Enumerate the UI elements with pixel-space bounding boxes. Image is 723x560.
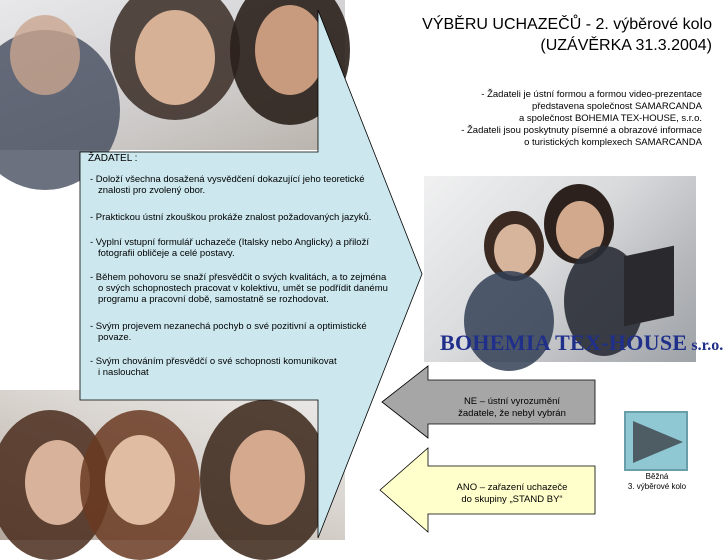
applicant-item-line: o svých schopnostech pracovat v kolektivu, umět se podřídit danému xyxy=(98,283,388,294)
applicant-item-line: znalosti pro zvolený obor. xyxy=(98,185,206,196)
applicant-item-line: - Doloží všechna dosažená vysvědčení dokazující jeho teoretické xyxy=(90,174,365,185)
next-round-label[interactable] xyxy=(615,472,699,492)
page-title-line1: VÝBĚRU UCHAZEČŮ - 2. výběrové kolo xyxy=(422,16,712,33)
applicant-item-line: - Praktickou ústní zkouškou prokáže znalost požadovaných jazyků. xyxy=(90,212,372,223)
applicant-item-line: - Svým chováním přesvědčí o své schopnosti komunikovat xyxy=(90,356,337,367)
applicant-item xyxy=(90,212,420,223)
applicant-item-line: programu a pracovní době, samostatně se rozhodovat. xyxy=(98,294,329,305)
info-line: - Žadateli je ústní formou a formou video-prezentace xyxy=(481,89,702,100)
applicant-item xyxy=(90,272,420,305)
result-yes-line2: do skupiny „STAND BY“ xyxy=(461,494,563,505)
applicant-item-line: - Během pohovoru se snaží přesvědčit o svých kvalitách, a to zejména xyxy=(90,272,387,283)
next-round-label-line2: 3. výběrové kolo xyxy=(627,482,687,491)
result-no-line2: žadatele, že nebyl vybrán xyxy=(458,408,566,419)
applicant-item-line: fotografii obličeje a celé postavy. xyxy=(98,248,235,259)
applicant-item xyxy=(90,356,420,378)
applicant-item xyxy=(90,321,420,343)
logo-name: BOHEMIA TEX-HOUSE xyxy=(440,330,688,355)
page-title-line2: (UZÁVĚRKA 31.3.2004) xyxy=(540,37,712,54)
next-round-label-line1: Běžná xyxy=(645,472,669,481)
applicant-item-line: i naslouchat xyxy=(98,367,149,378)
logo-suffix: s.r.o. xyxy=(691,337,723,354)
info-line: a společnost BOHEMIA TEX-HOUSE, s.r.o. xyxy=(518,113,702,124)
applicant-heading: ŽADATEL : xyxy=(88,153,138,164)
info-line: o turistických komplexech SAMARCANDA xyxy=(524,137,702,148)
result-no-line1: NE – ústní vyrozumění xyxy=(463,396,561,407)
applicant-item-line: - Vyplní vstupní formulář uchazeče (Italsky nebo Anglicky) a přiloží xyxy=(90,237,369,248)
result-yes-line1: ANO – zařazení uchazeče xyxy=(456,482,568,493)
company-logo xyxy=(440,330,723,356)
info-line: představena společnost SAMARCANDA xyxy=(531,101,702,112)
applicant-item xyxy=(90,237,420,259)
applicant-item-line: povaze. xyxy=(98,332,132,343)
info-line: - Žadateli jsou poskytnuty písemné a obrazové informace xyxy=(461,125,702,136)
applicant-item xyxy=(90,174,420,196)
applicant-item-line: - Svým projevem nezanechá pochyb o své pozitivní a optimistické xyxy=(90,321,367,332)
